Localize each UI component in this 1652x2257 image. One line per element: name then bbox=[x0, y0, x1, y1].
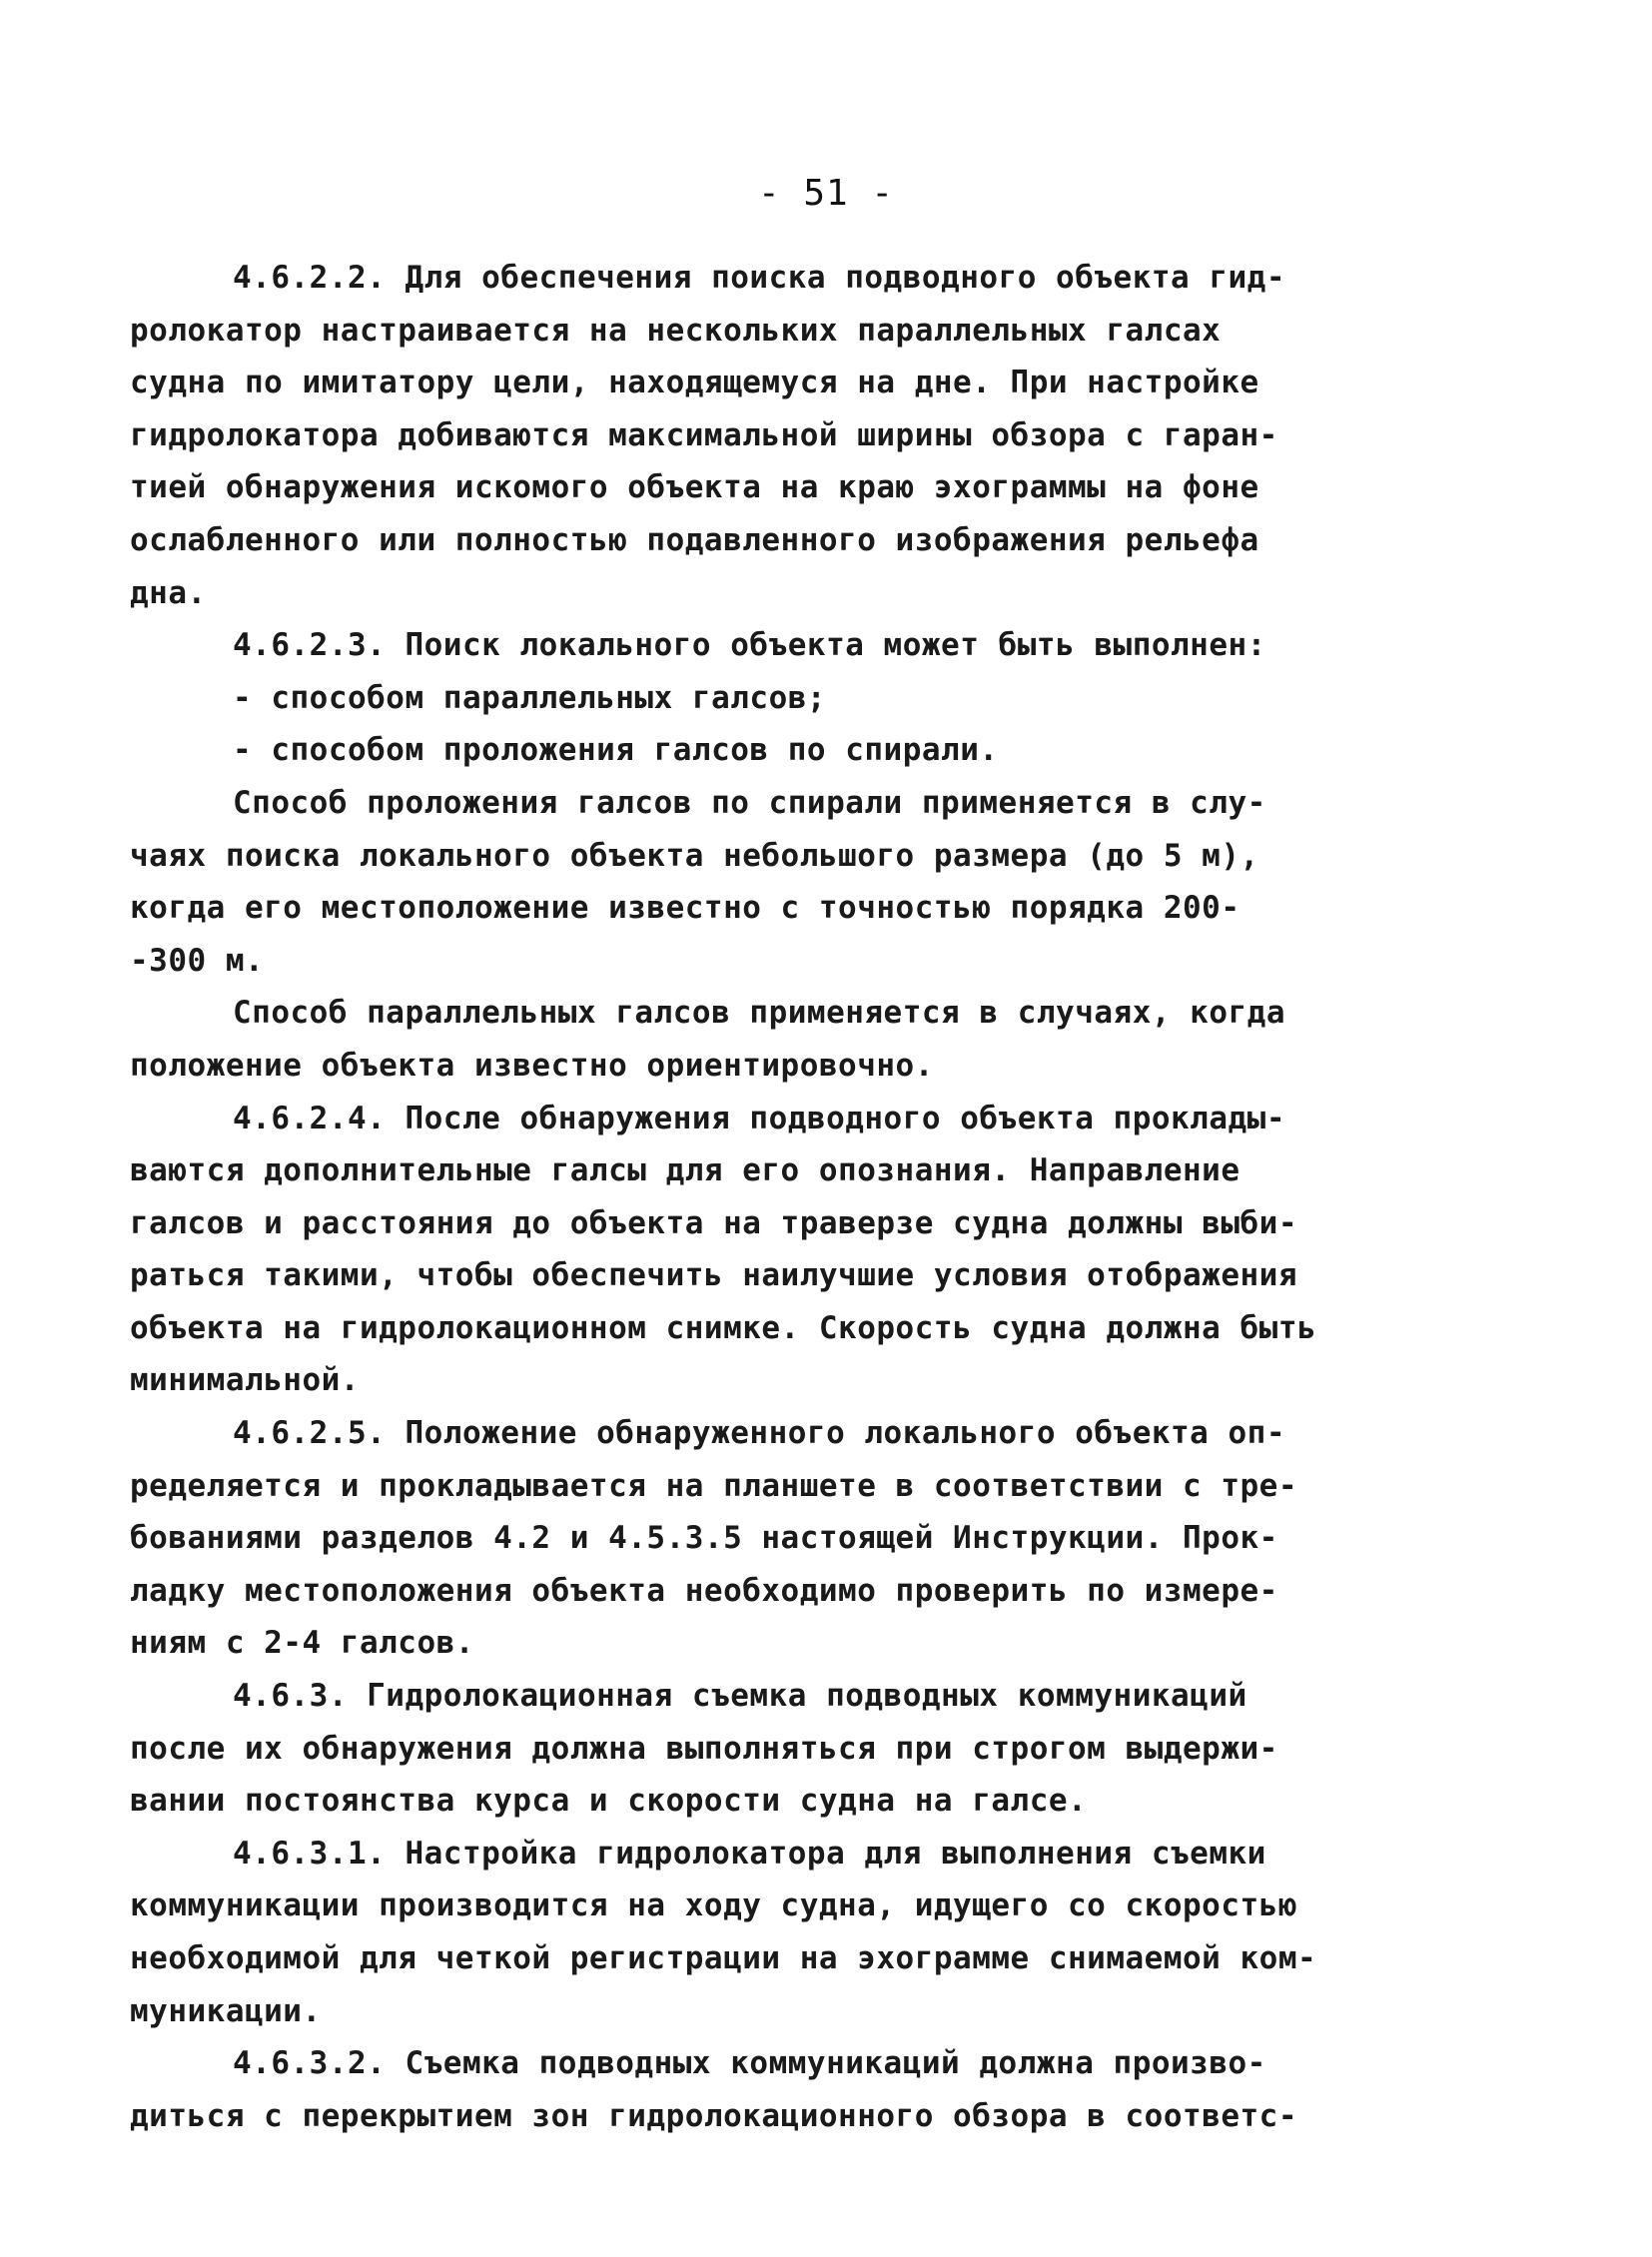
text-line: 4.6.2.5. Положение обнаруженного локального объекта оп- bbox=[233, 1415, 1285, 1452]
text-line: необходимой для четкой регистрации на эхограмме снимаемой ком- bbox=[130, 1940, 1317, 1976]
text-line: ролокатор настраивается на нескольких параллельных галсах bbox=[130, 312, 1222, 349]
text-line: раться такими, чтобы обеспечить наилучшие условия отображения bbox=[130, 1257, 1297, 1294]
text-line: Способ проложения галсов по спирали применяется в слу- bbox=[233, 784, 1266, 821]
text-line: чаях поиска локального объекта небольшого размера (до 5 м), bbox=[130, 837, 1259, 874]
text-line: объекта на гидролокационном снимке. Скорость судна должна быть bbox=[130, 1309, 1317, 1346]
text-line: - способом параллельных галсов; bbox=[233, 679, 827, 716]
text-line: коммуникации производится на ходу судна, идущего со скоростью bbox=[130, 1887, 1297, 1924]
text-line: - способом проложения галсов по спирали. bbox=[233, 732, 999, 769]
text-line: ниям с 2-4 галсов. bbox=[130, 1625, 474, 1662]
text-line: ределяется и прокладывается на планшете в соответствии с тре- bbox=[130, 1467, 1297, 1504]
text-line: после их обнаружения должна выполняться при строгом выдержи- bbox=[130, 1730, 1278, 1767]
page-number: - 51 - bbox=[757, 173, 895, 214]
text-line: Способ параллельных галсов применяется в случаях, когда bbox=[233, 995, 1285, 1032]
text-line: 4.6.2.4. После обнаружения подводного объекта проклады- bbox=[233, 1100, 1285, 1136]
text-line: 4.6.2.3. Поиск локального объекта может быть выполнен: bbox=[233, 627, 1266, 664]
text-line: муникации. bbox=[130, 1992, 322, 2029]
text-line: когда его местоположение известно с точностью порядка 200- bbox=[130, 890, 1240, 927]
text-line: ваются дополнительные галсы для его опознания. Направление bbox=[130, 1152, 1240, 1189]
text-line: галсов и расстояния до объекта на траверзе судна должны выби- bbox=[130, 1204, 1297, 1241]
text-line: ослабленного или полностью подавленного изображения рельефа bbox=[130, 521, 1259, 558]
text-line: гидролокатора добиваются максимальной ширины обзора с гаран- bbox=[130, 416, 1278, 453]
text-line: дна. bbox=[130, 574, 207, 611]
text-line: диться с перекрытием зон гидролокационного обзора в соответс- bbox=[130, 2097, 1297, 2134]
text-line: тией обнаружения искомого объекта на краю эхограммы на фоне bbox=[130, 469, 1259, 506]
text-line: бованиями разделов 4.2 и 4.5.3.5 настоящей Инструкции. Прок- bbox=[130, 1520, 1278, 1557]
body-text bbox=[130, 252, 1448, 2142]
text-line: 4.6.2.2. Для обеспечения поиска подводного объекта гид- bbox=[233, 260, 1285, 296]
text-line: 4.6.3.1. Настройка гидролокатора для выполнения съемки bbox=[233, 1835, 1266, 1872]
text-line: вании постоянства курса и скорости судна на галсе. bbox=[130, 1783, 1088, 1820]
text-line: положение объекта известно ориентировочно. bbox=[130, 1047, 934, 1084]
text-line: судна по имитатору цели, находящемуся на дне. При настройке bbox=[130, 365, 1259, 401]
text-line: ладку местоположения объекта необходимо проверить по измере- bbox=[130, 1572, 1278, 1609]
text-line: 4.6.3.2. Съемка подводных коммуникаций должна произво- bbox=[233, 2045, 1266, 2082]
text-line: 4.6.3. Гидролокационная съемка подводных коммуникаций bbox=[233, 1678, 1247, 1715]
text-line: -300 м. bbox=[130, 942, 265, 979]
text-line: минимальной. bbox=[130, 1362, 360, 1399]
